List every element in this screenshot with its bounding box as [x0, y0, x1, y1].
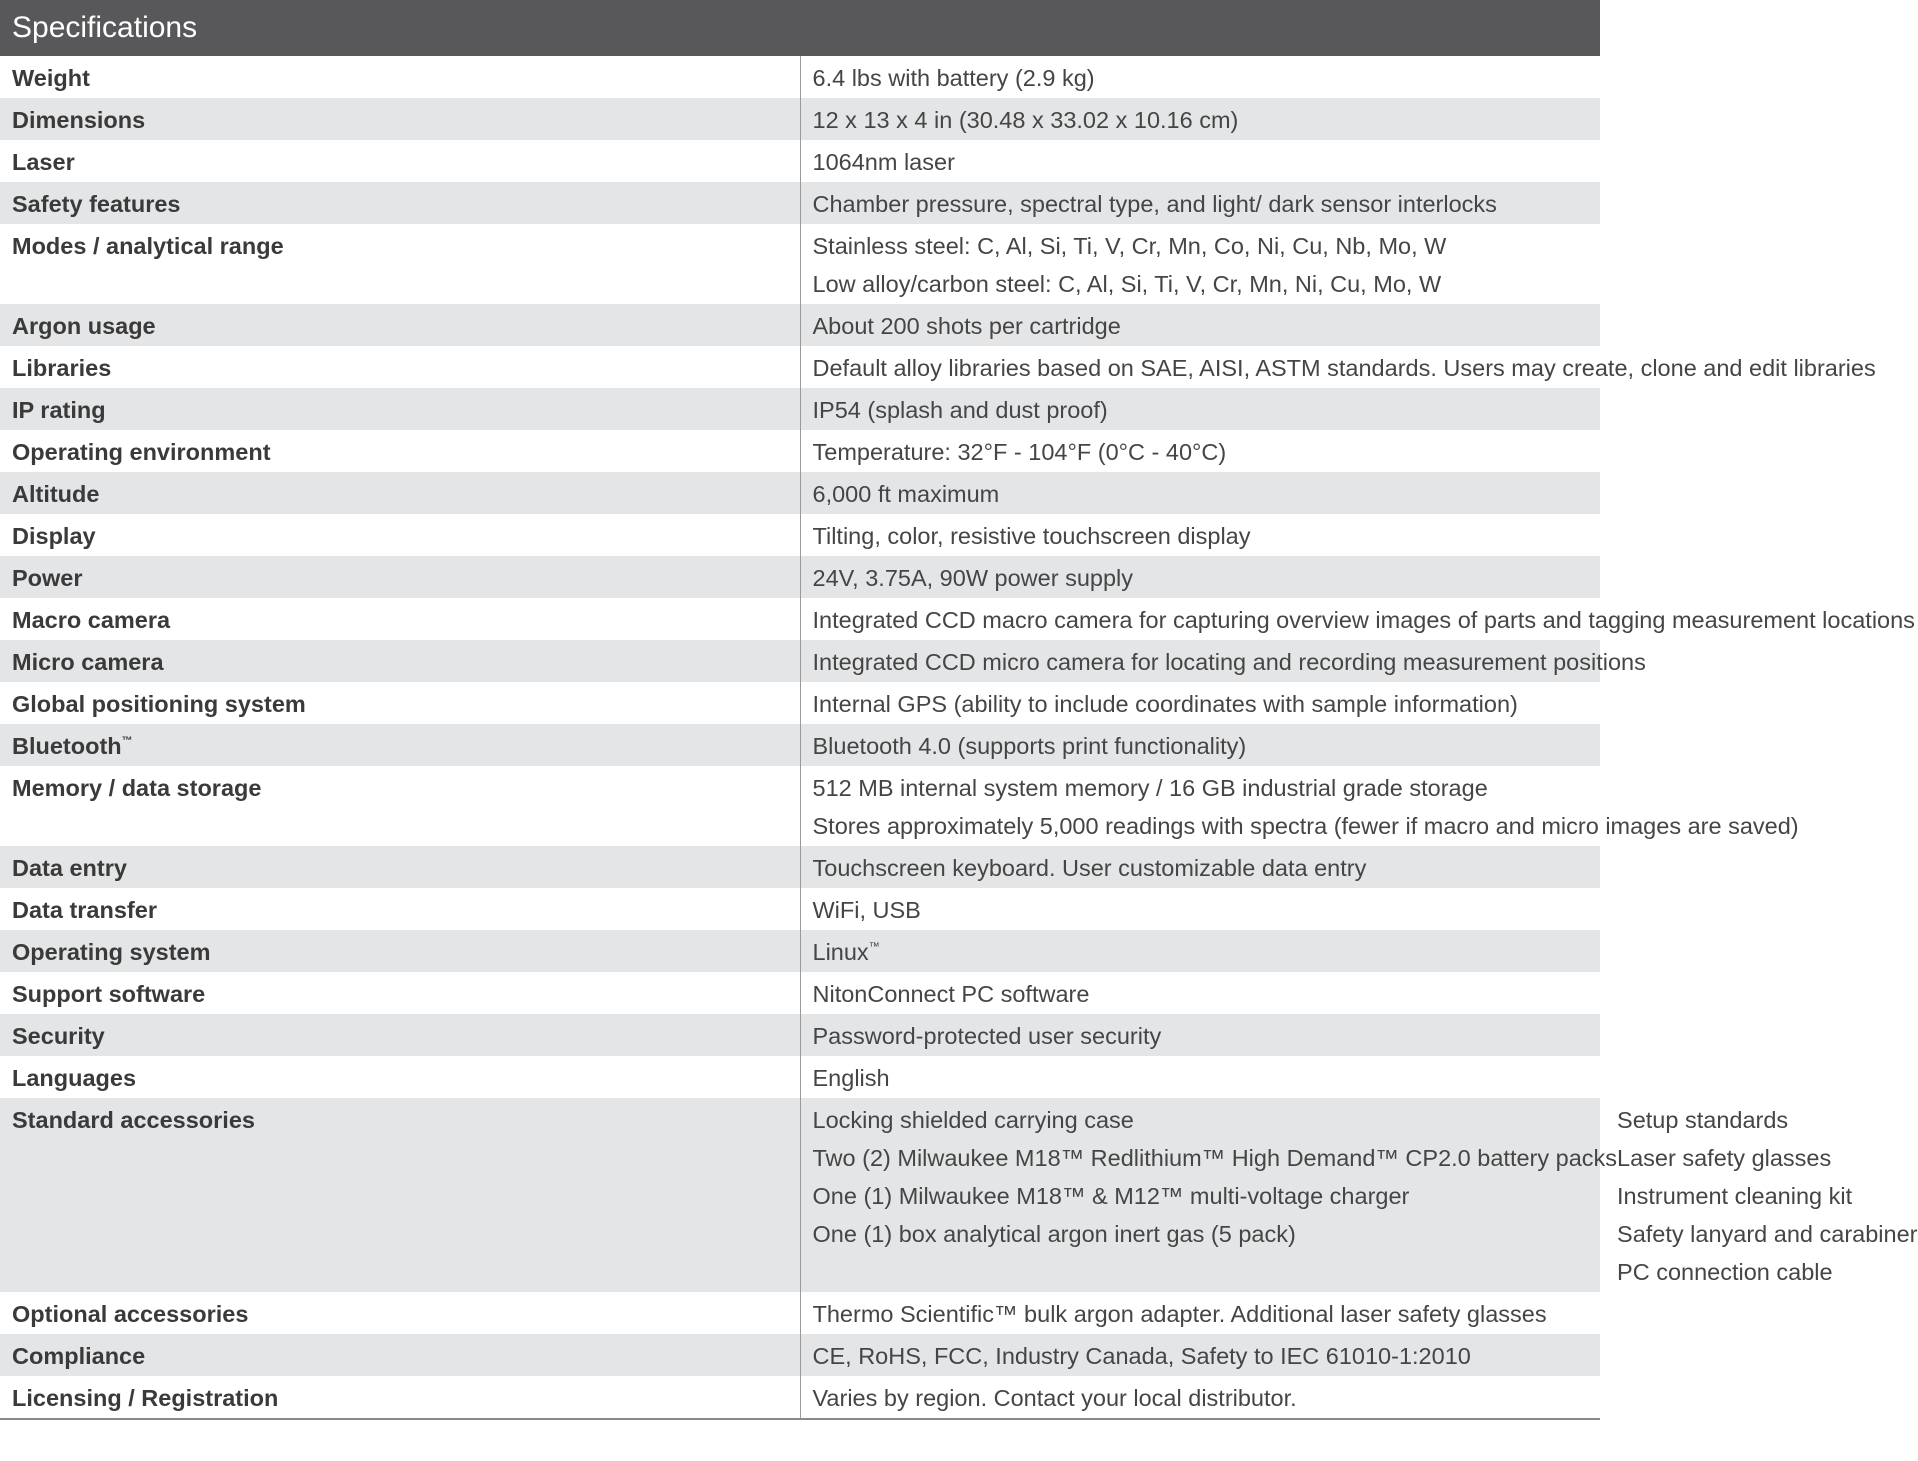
spec-value-line: IP54 (splash and dust proof) [812, 397, 1108, 423]
spec-value [800, 598, 1915, 640]
spec-value [800, 1098, 1918, 1292]
spec-row-safety-features [0, 182, 1600, 224]
spec-row-power [0, 556, 1600, 598]
spec-row-dimensions [0, 98, 1600, 140]
accessory-item: Safety lanyard and carabiner [1617, 1221, 1918, 1247]
spec-row-macro-camera [0, 598, 1600, 640]
spec-row-ip-rating [0, 388, 1600, 430]
spec-label: Altitude [0, 472, 800, 514]
spec-row-laser [0, 140, 1600, 182]
spec-row-languages [0, 1056, 1600, 1098]
spec-value [800, 1334, 1600, 1376]
spec-label: Operating system [0, 930, 800, 972]
accessory-item: One (1) box analytical argon inert gas (5 pack) [812, 1221, 1296, 1247]
spec-value-line: NitonConnect PC software [812, 981, 1090, 1007]
spec-value-line: Tilting, color, resistive touchscreen display [812, 523, 1251, 549]
spec-row-compliance [0, 1334, 1600, 1376]
spec-value [800, 972, 1600, 1014]
spec-value-line: About 200 shots per cartridge [812, 313, 1121, 339]
spec-value [800, 1014, 1600, 1056]
spec-row-display [0, 514, 1600, 556]
spec-label: Licensing / Registration [0, 1376, 800, 1419]
spec-label: Weight [0, 56, 800, 98]
spec-label: Compliance [0, 1334, 800, 1376]
spec-row-security [0, 1014, 1600, 1056]
spec-value-line: Default alloy libraries based on SAE, AISI, ASTM standards. Users may create, clone and edit libraries [812, 355, 1876, 381]
spec-value [800, 140, 1600, 182]
spec-value [800, 514, 1600, 556]
spec-label: Bluetooth [12, 733, 122, 759]
accessories-columns [812, 1101, 1918, 1291]
spec-row-memory [0, 766, 1600, 846]
accessories-right-column [1617, 1101, 1917, 1291]
spec-value [800, 724, 1600, 766]
spec-value-line: Touchscreen keyboard. User customizable data entry [812, 855, 1367, 881]
spec-value-line: Integrated CCD micro camera for locating and recording measurement positions [812, 649, 1646, 675]
spec-value-line: Stainless steel: C, Al, Si, Ti, V, Cr, Mn, Co, Ni, Cu, Nb, Mo, W [812, 233, 1447, 259]
spec-value-line: 12 x 13 x 4 in (30.48 x 33.02 x 10.16 cm) [812, 107, 1239, 133]
spec-value [800, 640, 1646, 682]
spec-value [800, 1292, 1600, 1334]
spec-label: Dimensions [0, 98, 800, 140]
spec-value-line: 24V, 3.75A, 90W power supply [812, 565, 1133, 591]
spec-value-line: Linux [812, 939, 869, 965]
spec-value [800, 930, 1600, 972]
accessory-item: PC connection cable [1617, 1259, 1833, 1285]
spec-row-weight [0, 56, 1600, 98]
spec-label: Languages [0, 1056, 800, 1098]
spec-value [800, 182, 1600, 224]
spec-value [800, 888, 1600, 930]
spec-label: Macro camera [0, 598, 800, 640]
spec-label: Power [0, 556, 800, 598]
spec-value-line: Bluetooth 4.0 (supports print functionality) [812, 733, 1247, 759]
spec-label: Support software [0, 972, 800, 1014]
spec-value-line: English [812, 1065, 890, 1091]
spec-value [800, 388, 1600, 430]
spec-row-standard-accessories [0, 1098, 1600, 1292]
spec-label: Libraries [0, 346, 800, 388]
accessory-item: One (1) Milwaukee M18™ & M12™ multi-voltage charger [812, 1183, 1410, 1209]
spec-row-micro-camera [0, 640, 1600, 682]
spec-value [800, 766, 1799, 846]
spec-label: Memory / data storage [0, 766, 800, 846]
spec-label: Operating environment [0, 430, 800, 472]
spec-row-argon-usage [0, 304, 1600, 346]
table-title: Specifications [0, 0, 1600, 56]
spec-row-data-transfer [0, 888, 1600, 930]
spec-value-line: 512 MB internal system memory / 16 GB industrial grade storage [812, 775, 1488, 801]
spec-value-line: WiFi, USB [812, 897, 921, 923]
spec-value [800, 56, 1600, 98]
spec-value-line: Integrated CCD macro camera for capturing overview images of parts and tagging measurement locations [812, 607, 1915, 633]
spec-value-line: Temperature: 32°F - 104°F (0°C - 40°C) [812, 439, 1227, 465]
spec-label: Display [0, 514, 800, 556]
spec-value [800, 224, 1600, 304]
spec-row-operating-environment [0, 430, 1600, 472]
trademark-symbol: ™ [868, 941, 880, 953]
spec-row-bluetooth [0, 724, 1600, 766]
spec-row-data-entry [0, 846, 1600, 888]
spec-value [800, 682, 1600, 724]
spec-value-line: Stores approximately 5,000 readings with spectra (fewer if macro and micro images are saved) [812, 813, 1799, 839]
spec-label: Global positioning system [0, 682, 800, 724]
accessories-left-column [813, 1101, 1618, 1291]
table-header-row [0, 0, 1600, 56]
spec-value-line: 6,000 ft maximum [812, 481, 1000, 507]
spec-label: Argon usage [0, 304, 800, 346]
spec-row-altitude [0, 472, 1600, 514]
spec-value-line: Thermo Scientific™ bulk argon adapter. Additional laser safety glasses [812, 1301, 1547, 1327]
spec-value [800, 556, 1600, 598]
spec-value [800, 1056, 1600, 1098]
accessory-item: Laser safety glasses [1617, 1145, 1832, 1171]
accessory-item: Two (2) Milwaukee M18™ Redlithium™ High Demand™ CP2.0 battery packs [812, 1145, 1618, 1171]
spec-label: Optional accessories [0, 1292, 800, 1334]
spec-value [800, 346, 1876, 388]
spec-label: Security [0, 1014, 800, 1056]
spec-value-line: 1064nm laser [812, 149, 955, 175]
accessory-item: Locking shielded carrying case [812, 1107, 1134, 1133]
spec-label: Safety features [0, 182, 800, 224]
spec-label: Data transfer [0, 888, 800, 930]
spec-value [800, 1376, 1600, 1419]
spec-value [800, 846, 1600, 888]
spec-value [800, 304, 1600, 346]
spec-value [800, 98, 1600, 140]
spec-value-line: Varies by region. Contact your local distributor. [812, 1385, 1297, 1411]
spec-row-operating-system [0, 930, 1600, 972]
spec-label: Laser [0, 140, 800, 182]
spec-value [800, 472, 1600, 514]
spec-label: Data entry [0, 846, 800, 888]
spec-value-line: Low alloy/carbon steel: C, Al, Si, Ti, V, Cr, Mn, Ni, Cu, Mo, W [812, 271, 1442, 297]
spec-label-cell [0, 724, 800, 766]
spec-value-line: 6.4 lbs with battery (2.9 kg) [812, 65, 1095, 91]
spec-row-libraries [0, 346, 1600, 388]
spec-value-line: Password-protected user security [812, 1023, 1162, 1049]
spec-row-gps [0, 682, 1600, 724]
spec-row-licensing [0, 1376, 1600, 1419]
spec-value-line: CE, RoHS, FCC, Industry Canada, Safety to IEC 61010-1:2010 [812, 1343, 1471, 1369]
accessory-item: Setup standards [1617, 1107, 1789, 1133]
spec-row-modes [0, 224, 1600, 304]
spec-label: IP rating [0, 388, 800, 430]
spec-value [800, 430, 1600, 472]
spec-row-support-software [0, 972, 1600, 1014]
accessory-item: Instrument cleaning kit [1617, 1183, 1853, 1209]
trademark-symbol: ™ [121, 735, 133, 747]
spec-row-optional-accessories [0, 1292, 1600, 1334]
spec-value-line: Chamber pressure, spectral type, and light/ dark sensor interlocks [812, 191, 1497, 217]
spec-label: Standard accessories [0, 1098, 800, 1292]
spec-value-line: Internal GPS (ability to include coordinates with sample information) [812, 691, 1518, 717]
spec-label: Micro camera [0, 640, 800, 682]
spec-label: Modes / analytical range [0, 224, 800, 304]
